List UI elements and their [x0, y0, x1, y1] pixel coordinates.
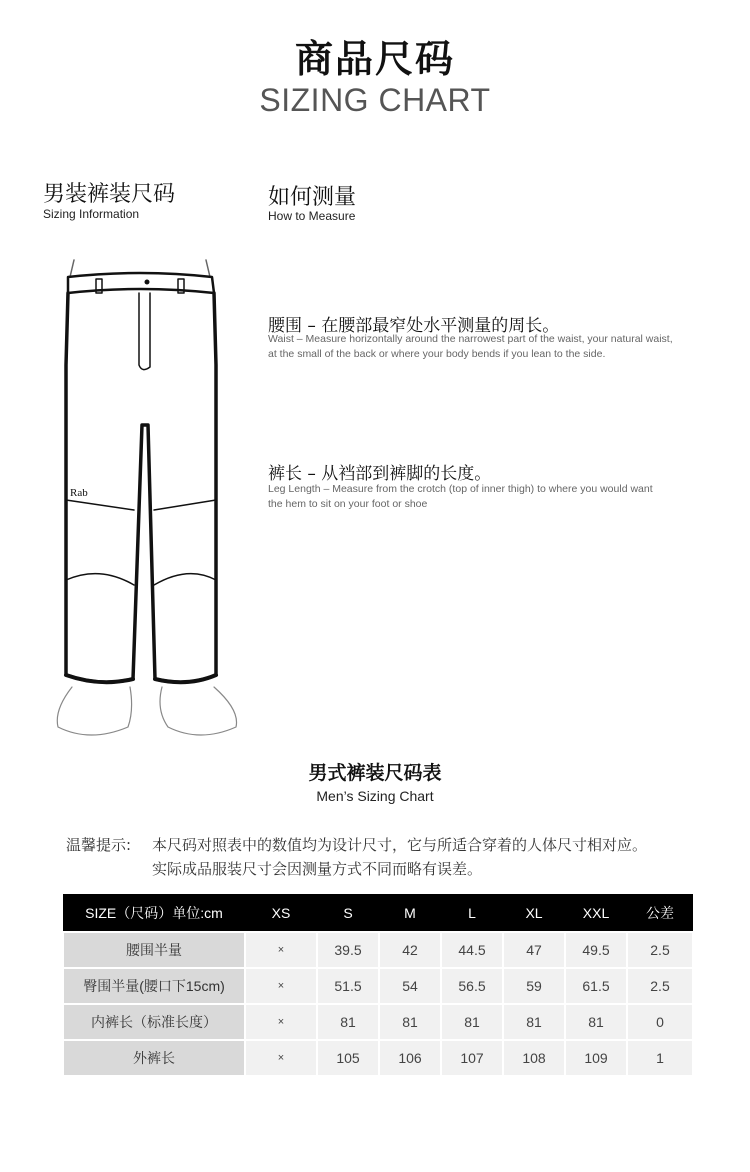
table-cell: 107 [441, 1040, 503, 1076]
row-label: 臀围半量(腰口下15cm) [63, 968, 245, 1004]
row-label: 内裤长（标准长度） [63, 1004, 245, 1040]
header-xl: XL [503, 894, 565, 932]
sizing-info-subtitle: Sizing Information [43, 207, 140, 221]
table-row [63, 932, 693, 968]
waist-desc-line2: at the small of the back or where your body bends if you lean to the side. [268, 348, 606, 360]
table-cell: 39.5 [317, 932, 379, 968]
page-title: 商品尺码 [294, 37, 455, 81]
tip-line-2: 实际成品服装尺寸会因测量方式不同而略有误差。 [152, 860, 483, 878]
table-cell: 42 [379, 932, 441, 968]
table-cell: 2.5 [627, 932, 693, 968]
table-row [63, 1004, 693, 1040]
table-cell: 81 [379, 1004, 441, 1040]
tip-line-1: 本尺码对照表中的数值均为设计尺寸，它与所适合穿着的人体尺寸相对应。 [152, 836, 648, 854]
table-cell: 44.5 [441, 932, 503, 968]
chart-subtitle: Men’s Sizing Chart [316, 788, 434, 804]
header-m: M [379, 894, 441, 932]
header-size-unit: SIZE（尺码）单位:cm [63, 894, 245, 932]
table-cell: 0 [627, 1004, 693, 1040]
table-cell: 1 [627, 1040, 693, 1076]
table-row [63, 1040, 693, 1076]
table-cell: 47 [503, 932, 565, 968]
header-xs: XS [245, 894, 317, 932]
header-tolerance: 公差 [627, 894, 693, 932]
table-cell: 2.5 [627, 968, 693, 1004]
table-cell: × [245, 932, 317, 968]
table-cell: 51.5 [317, 968, 379, 1004]
table-row [63, 968, 693, 1004]
row-label: 腰围半量 [63, 932, 245, 968]
pants-illustration [50, 255, 250, 740]
waist-desc-line1: Waist – Measure horizontally around the narrowest part of the waist, your natural waist, [268, 333, 673, 345]
how-to-measure-title: 如何测量 [268, 185, 357, 210]
table-cell: 106 [379, 1040, 441, 1076]
table-cell: 56.5 [441, 968, 503, 1004]
table-cell: 81 [565, 1004, 627, 1040]
table-cell: 54 [379, 968, 441, 1004]
size-table [62, 894, 694, 1077]
table-cell: × [245, 968, 317, 1004]
table-cell: 105 [317, 1040, 379, 1076]
chart-title: 男式裤装尺码表 [308, 762, 442, 784]
table-cell: 108 [503, 1040, 565, 1076]
header-xxl: XXL [565, 894, 627, 932]
leg-desc-line1: Leg Length – Measure from the crotch (top of inner thigh) to where you would want [268, 483, 653, 495]
tip-label: 温馨提示: [66, 836, 132, 854]
table-cell: 81 [503, 1004, 565, 1040]
table-cell: 61.5 [565, 968, 627, 1004]
table-cell: 59 [503, 968, 565, 1004]
page-subtitle: SIZING CHART [259, 82, 491, 118]
leg-heading: 裤长 – 从裆部到裤脚的长度。 [268, 464, 492, 484]
waist-heading: 腰围 – 在腰部最窄处水平测量的周长。 [268, 316, 560, 336]
leg-description [268, 482, 718, 512]
table-cell: × [245, 1004, 317, 1040]
table-header-row [63, 894, 693, 932]
row-label: 外裤长 [63, 1040, 245, 1076]
header-l: L [441, 894, 503, 932]
table-cell: 81 [317, 1004, 379, 1040]
table-cell: 81 [441, 1004, 503, 1040]
leg-desc-line2: the hem to sit on your foot or shoe [268, 498, 428, 510]
sizing-info-title: 男装裤装尺码 [43, 182, 176, 207]
rab-logo: Rab [70, 487, 88, 499]
how-to-measure-subtitle: How to Measure [268, 209, 356, 223]
waist-description [268, 332, 718, 362]
table-cell: × [245, 1040, 317, 1076]
header-s: S [317, 894, 379, 932]
table-cell: 49.5 [565, 932, 627, 968]
table-cell: 109 [565, 1040, 627, 1076]
